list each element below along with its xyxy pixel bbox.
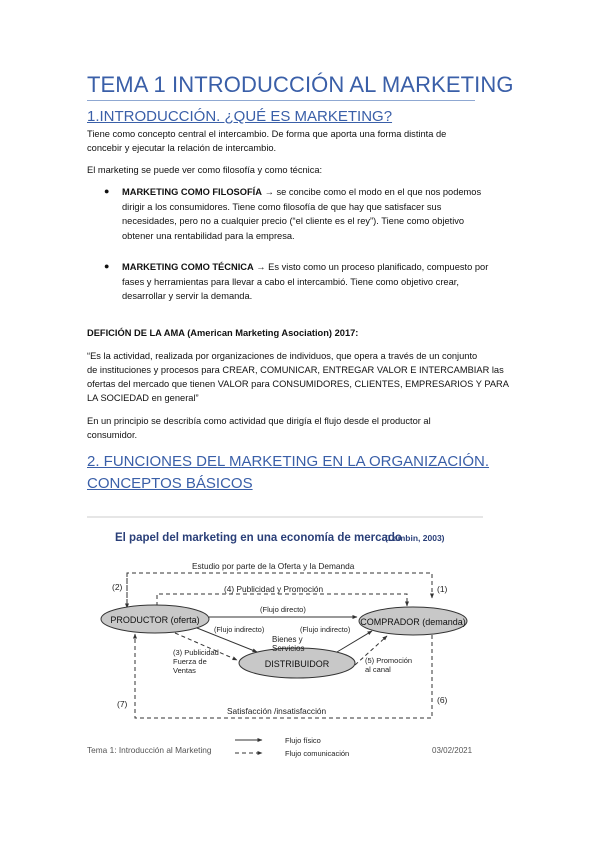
bullet1-line2: dirigir a los consumidores. Tiene como filosofía de que hay que satisfacer sus: [122, 201, 442, 212]
ama-definition-heading: DEFICIÓN DE LA AMA (American Marketing Asociation) 2017:: [87, 328, 359, 338]
section2-heading-line1: 2. FUNCIONES DEL MARKETING EN LA ORGANIZACIÓN.: [87, 453, 490, 470]
bullet2-line1: → Es visto como un proceso planificado, compuesto por: [256, 262, 489, 272]
para1-line2: concebir y ejecutar la relación de intercambio.: [87, 143, 277, 153]
goods-label-line2: Servicios: [272, 644, 305, 653]
bullet1-line4: obtener una rentabilidad para la empresa.: [122, 230, 295, 241]
indirect-flow-right-label: (Flujo indirecto): [300, 625, 351, 634]
label-7: (7): [117, 699, 128, 709]
bullet2-bold: MARKETING COMO TÉCNICA: [122, 262, 254, 272]
para1-line1: Tiene como concepto central el intercambio. De forma que aporta una forma distinta de: [87, 129, 447, 139]
study-label: Estudio por parte de la Oferta y la Demanda: [192, 561, 355, 571]
section1-paragraph3: [87, 414, 517, 442]
label-1: (1): [437, 584, 448, 594]
buyer-label: COMPRADOR (demanda): [360, 617, 466, 627]
document-title: TEMA 1 INTRODUCCIÓN AL MARKETING: [87, 72, 514, 97]
marketing-economy-diagram: [87, 510, 487, 760]
indirect-flow-left-label: (Flujo indirecto): [214, 625, 265, 634]
def-line4: LA SOCIEDAD en general”: [87, 393, 199, 403]
legend-physical: Flujo físico: [285, 736, 321, 745]
satisfaction-label: Satisfacción /insatisfacción: [227, 706, 327, 716]
bullet1-line1: → se concibe como el modo en el que nos podemos: [264, 187, 482, 197]
para3-line1: En un principio se describía como actividad que dirigía el flujo desde el productor al: [87, 416, 431, 426]
bullet1-line3: necesidades, pero no a cualquier precio (“el cliente es el rey”). Tiene como objetivo: [122, 216, 465, 226]
ama-definition-text: [87, 349, 517, 405]
distributor-label: DISTRIBUIDOR: [264, 659, 330, 669]
bullet-icon: ●: [104, 186, 110, 196]
section1-paragraph2: El marketing se puede ver como filosofía y como técnica:: [87, 165, 323, 175]
legend-comm: Flujo comunicación: [285, 749, 350, 758]
def-line3: ofertas del mercado que tienen VALOR para CONSUMIDORES, CLIENTES, EMPRESARIOS Y PARA: [87, 379, 509, 389]
n3-line2: Fuerza de: [173, 657, 207, 666]
para3-line2: consumidor.: [87, 430, 138, 440]
publicity-label: (4) Publicidad y Promoción: [224, 584, 324, 594]
section2-heading-line2: CONCEPTOS BÁSICOS: [87, 475, 253, 492]
label-6: (6): [437, 695, 448, 705]
producer-label: PRODUCTOR (oferta): [110, 615, 200, 625]
label-2: (2): [112, 582, 123, 592]
footer-left: Tema 1: Introducción al Marketing: [87, 745, 212, 755]
indirect-flow-right-arrow: [337, 631, 372, 652]
n5-line1: (5) Promoción: [365, 656, 413, 665]
bullet1-text: [122, 185, 517, 243]
section1-paragraph1: [87, 127, 517, 155]
bullet2-line3: desarrollar y servir la demanda.: [122, 291, 253, 301]
n3-line1: (3) Publicidad: [173, 648, 219, 657]
bullet-icon: ●: [104, 261, 110, 271]
figure-citation: (Lambin, 2003): [385, 533, 445, 543]
def-line2: de instituciones y procesos para CREAR, COMUNICAR, ENTREGAR VALOR E INTERCAMBIAR las: [87, 365, 504, 375]
bullet2-line2: fases y herramientas para llevar a cabo el intercambió. Tiene como objetivo crear,: [122, 276, 459, 287]
direct-flow-label: (Flujo directo): [260, 605, 306, 614]
def-line1: “Es la actividad, realizada por organizaciones de individuos, que opera a través de un conjunto: [87, 351, 478, 361]
goods-label-line1: Bienes y: [272, 635, 303, 644]
bullet2-text: [122, 260, 517, 304]
section2-heading: [87, 451, 489, 495]
section1-heading: 1.INTRODUCCIÓN. ¿QUÉ ES MARKETING?: [87, 108, 393, 125]
n5-line2: al canal: [365, 665, 391, 674]
bullet1-bold: MARKETING COMO FILOSOFÍA: [122, 187, 262, 197]
title-underline: [87, 100, 475, 101]
footer-date: 03/02/2021: [432, 746, 473, 755]
figure-title: El papel del marketing en una economía de mercado: [115, 532, 402, 544]
n3-line3: Ventas: [173, 666, 196, 675]
